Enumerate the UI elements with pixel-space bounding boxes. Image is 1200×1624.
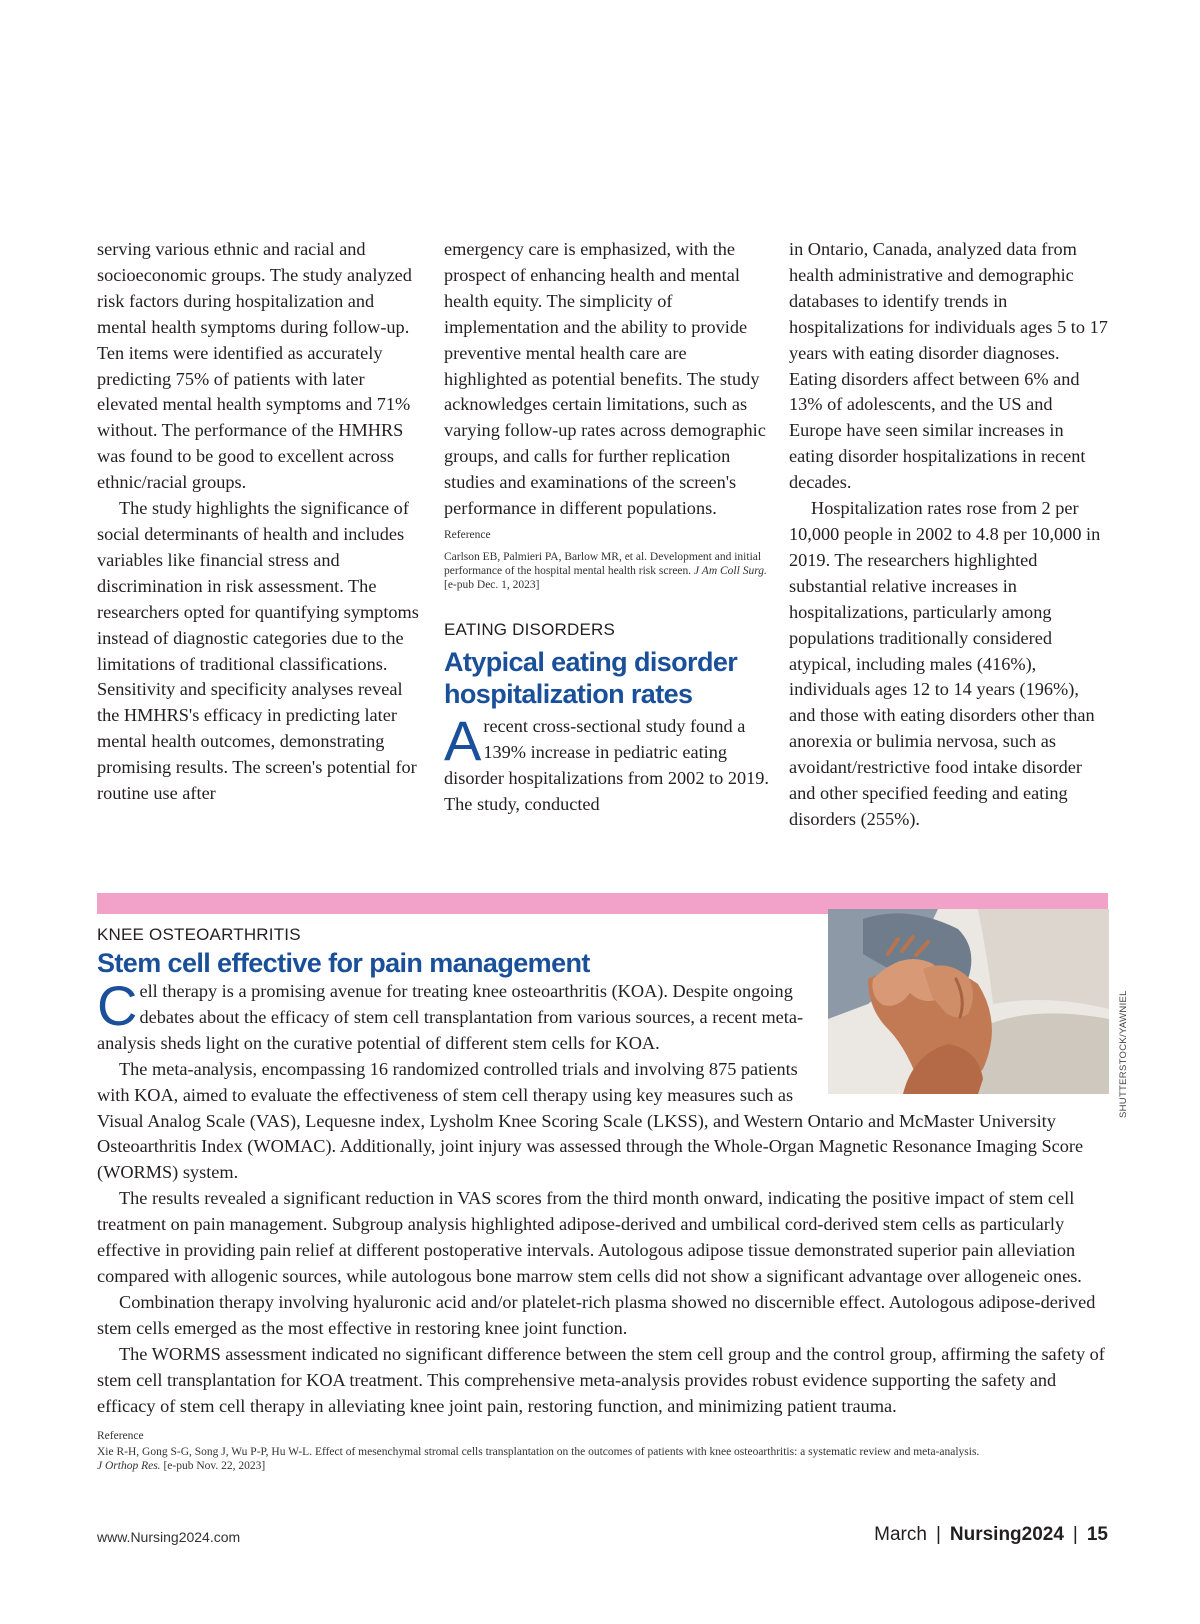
section-kicker: EATING DISORDERS	[444, 619, 616, 639]
body-paragraph: The meta-analysis, encompassing 16 randomized controlled trials and involving 875 patients with KOA, aimed to evaluate the effectiveness of stem cell therapy using key measures such as Visual Analog Scale (VAS), Lequesne index, Lysholm Knee Scoring Scale (LKSS), and Western Ontario and McMaster University Osteoarthritis Index (WOMAC). Additionally, joint injury was assessed through the Whole-Organ Magnetic Resonance Imaging Score (WORMS) system.	[97, 1058, 1084, 1183]
article-headline: Stem cell effective for pain management	[97, 948, 590, 978]
body-paragraph: The study highlights the significance of social determinants of health and includes variables like financial stress and discrimination in risk assessment. The researchers opted for quantifying symptoms instead of diagnostic categories due to the limitations of traditional classifications. Sensitivity and specificity analyses reveal the HMHRS's efficacy in predicting later mental health outcomes, demonstrating promising results. The screen's potential for routine use after	[97, 498, 419, 804]
reference-journal: J Am Coll Surg.	[694, 564, 767, 577]
reference-text: Carlson EB, Palmieri PA, Barlow MR, et al. Development and initial performance of the hospital mental health risk screen.	[444, 550, 762, 577]
article-headline: Atypical eating disorder hospitalization rates	[444, 646, 738, 709]
knee-pain-photo	[828, 909, 1109, 1094]
article-column-1	[97, 237, 422, 807]
drop-cap: C	[97, 974, 138, 1037]
magazine-name: Nursing2024	[949, 1524, 1064, 1545]
reference-journal: J Orthop Res.	[97, 1460, 161, 1473]
lead-text: recent cross-sectional study found a 139% increase in pediatric eating disorder hospitalizations from 2002 to 2019. The study, conducted	[444, 715, 769, 814]
knee-photo-illustration	[828, 909, 1109, 1094]
body-paragraph: emergency care is emphasized, with the prospect of enhancing health and mental health equity. The simplicity of implementation and the ability to provide preventive mental health care are highlighted as potential benefits. The study acknowledges certain limitations, such as varying follow-up rates across demographic groups, and calls for further replication studies and examinations of the screen's performance in different populations.	[444, 239, 766, 519]
body-paragraph: The results revealed a significant reduction in VAS scores from the third month onward, indicating the positive impact of stem cell treatment on pain management. Subgroup analysis highlighted adipose-derived and umbilical cord-derived stem cells as particularly effective in providing pain relief at different postoperative intervals. Autologous adipose tissue demonstrated superior pain alleviation compared with allogenic sources, while autologous bone marrow stem cells did not show a significant advantage over allogeneic ones.	[97, 1188, 1082, 1286]
folio-separator: |	[935, 1524, 941, 1545]
reference-text: Xie R-H, Gong S-G, Song J, Wu P-P, Hu W-L. Effect of mesenchymal stromal cells transplantation on the outcomes of patients with knee osteoarthritis: a systematic review and meta-analysis.	[97, 1446, 980, 1459]
reference-label: Reference	[444, 528, 491, 541]
folio-separator: |	[1072, 1524, 1078, 1545]
reference-label: Reference	[97, 1430, 144, 1443]
reference-epub: [e-pub Dec. 1, 2023]	[444, 578, 540, 591]
body-paragraph: serving various ethnic and racial and socioeconomic groups. The study analyzed risk factors during hospitalization and mental health symptoms during follow-up. Ten items were identified as accurately predicting 75% of patients with later elevated mental health symptoms and 71% without. The performance of the HMHRS was found to be good to excellent across ethnic/racial groups.	[97, 239, 412, 493]
body-paragraph: Hospitalization rates rose from 2 per 10,000 people in 2002 to 4.8 per 10,000 in 2019. The researchers highlighted substantial relative increases in hospitalizations, particularly among populations traditionally considered atypical, including males (416%), individuals ages 12 to 14 years (196%), and those with eating disorders other than anorexia or bulimia nervosa, such as avoidant/restrictive food intake disorder and other specified feeding and eating disorders (255%).	[789, 498, 1101, 829]
page-number: 15	[1086, 1524, 1108, 1545]
article-column-2	[444, 237, 769, 818]
body-paragraph: Combination therapy involving hyaluronic acid and/or platelet-rich plasma showed no discernible effect. Autologous adipose-derived stem cells emerged as the most effective in restoring knee joint function.	[97, 1291, 1096, 1338]
reference-citation	[97, 1445, 1109, 1473]
issue-month: March	[874, 1524, 927, 1545]
lead-text: ell therapy is a promising avenue for treating knee osteoarthritis (KOA). Despite ongoing debates about the efficacy of stem cell transplantation from various sources, a recent meta-analysis sheds light on the curative potential of different stem cells for KOA.	[97, 981, 804, 1053]
footer-website-url: www.Nursing2024.com	[97, 1529, 241, 1545]
photo-credit: SHUTTERSTOCK/YAWNIEL	[1118, 990, 1129, 1118]
drop-cap: A	[444, 708, 482, 772]
article-column-3	[789, 237, 1109, 833]
knee-article	[97, 925, 1109, 1473]
reference-epub: [e-pub Nov. 22, 2023]	[163, 1460, 266, 1473]
page-folio	[874, 1524, 1108, 1546]
section-kicker: KNEE OSTEOARTHRITIS	[97, 925, 301, 944]
body-paragraph: in Ontario, Canada, analyzed data from health administrative and demographic databases to identify trends in hospitalizations for individuals ages 5 to 17 years with eating disorder diagnoses. Eating disorders affect between 6% and 13% of adolescents, and the US and Europe have seen similar increases in eating disorder hospitalizations in recent decades.	[789, 239, 1108, 493]
reference-citation	[444, 550, 769, 592]
body-paragraph: The WORMS assessment indicated no significant difference between the stem cell group and the control group, affirming the safety of stem cell transplantation for KOA treatment. This comprehensive meta-analysis provides robust evidence supporting the safety and efficacy of stem cell therapy in alleviating knee joint pain, restoring function, and minimizing patient trauma.	[97, 1343, 1105, 1416]
lead-paragraph	[444, 708, 769, 818]
